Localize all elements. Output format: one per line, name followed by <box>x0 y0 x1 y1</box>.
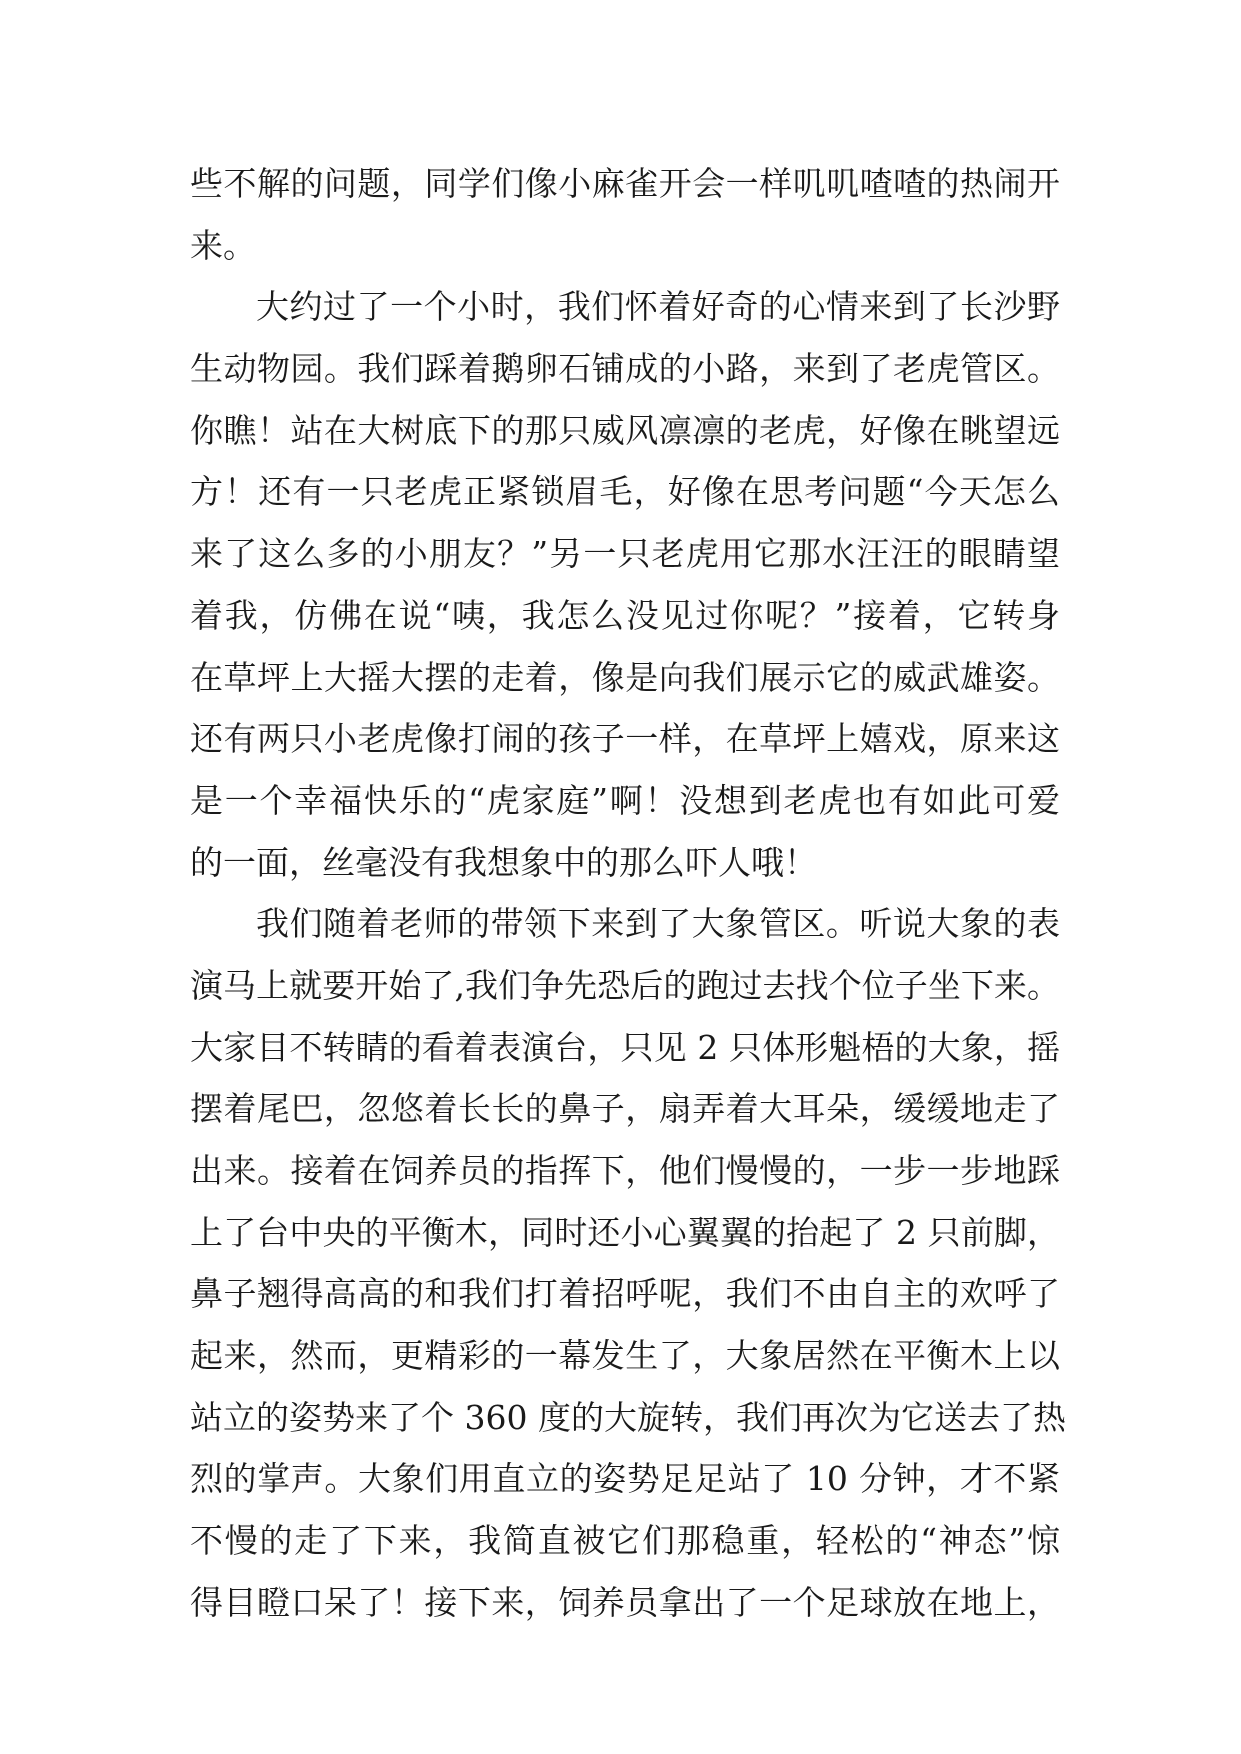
text-line: 来了这么多的小朋友？”另一只老虎用它那水汪汪的眼睛望 <box>190 534 1060 574</box>
text-line: 在草坪上大摇大摆的走着，像是向我们展示它的威武雄姿。 <box>190 657 1060 697</box>
text-line: 来。 <box>190 225 256 265</box>
text-line: 大家目不转睛的看着表演台，只见 2 只体形魁梧的大象，摇 <box>190 1027 1060 1067</box>
text-line: 还有两只小老虎像打闹的孩子一样，在草坪上嬉戏，原来这 <box>190 719 1060 759</box>
text-line: 站立的姿势来了个 360 度的大旋转，我们再次为它送去了热 <box>190 1397 1066 1437</box>
text-line: 上了台中央的平衡木，同时还小心翼翼的抬起了 2 只前脚， <box>190 1212 1060 1252</box>
text-line: 生动物园。我们踩着鹅卵石铺成的小路，来到了老虎管区。 <box>190 349 1060 389</box>
text-line: 方！还有一只老虎正紧锁眉毛，好像在思考问题“今天怎么 <box>190 472 1060 512</box>
text-line: 些不解的问题，同学们像小麻雀开会一样叽叽喳喳的热闹开 <box>190 164 1060 203</box>
text-line: 烈的掌声。大象们用直立的姿势足足站了 10 分钟，才不紧 <box>190 1459 1060 1499</box>
text-line: 得目瞪口呆了！接下来，饲养员拿出了一个足球放在地上， <box>190 1582 1060 1622</box>
text-line: 起来，然而，更精彩的一幕发生了，大象居然在平衡木上以 <box>190 1336 1060 1376</box>
body-text <box>190 153 1066 1634</box>
text-line: 大约过了一个小时，我们怀着好奇的心情来到了长沙野 <box>256 287 1060 327</box>
text-line: 的一面，丝毫没有我想象中的那么吓人哦！ <box>190 842 817 882</box>
text-line: 鼻子翘得高高的和我们打着招呼呢，我们不由自主的欢呼了 <box>190 1274 1060 1314</box>
text-line: 出来。接着在饲养员的指挥下，他们慢慢的，一步一步地踩 <box>190 1151 1060 1190</box>
text-line: 着我，仿佛在说“咦，我怎么没见过你呢？”接着，它转身 <box>190 595 1060 635</box>
text-line: 不慢的走了下来，我简直被它们那稳重，轻松的“神态”惊 <box>190 1521 1060 1561</box>
text-line: 摆着尾巴，忽悠着长长的鼻子，扇弄着大耳朵，缓缓地走了 <box>190 1089 1060 1129</box>
text-line: 我们随着老师的带领下来到了大象管区。听说大象的表 <box>256 904 1060 944</box>
text-line: 是一个幸福快乐的“虎家庭”啊！没想到老虎也有如此可爱 <box>190 780 1060 820</box>
text-line: 你瞧！站在大树底下的那只威风凛凛的老虎，好像在眺望远 <box>190 410 1060 450</box>
text-line: 演马上就要开始了,我们争先恐后的跑过去找个位子坐下来。 <box>190 965 1060 1005</box>
